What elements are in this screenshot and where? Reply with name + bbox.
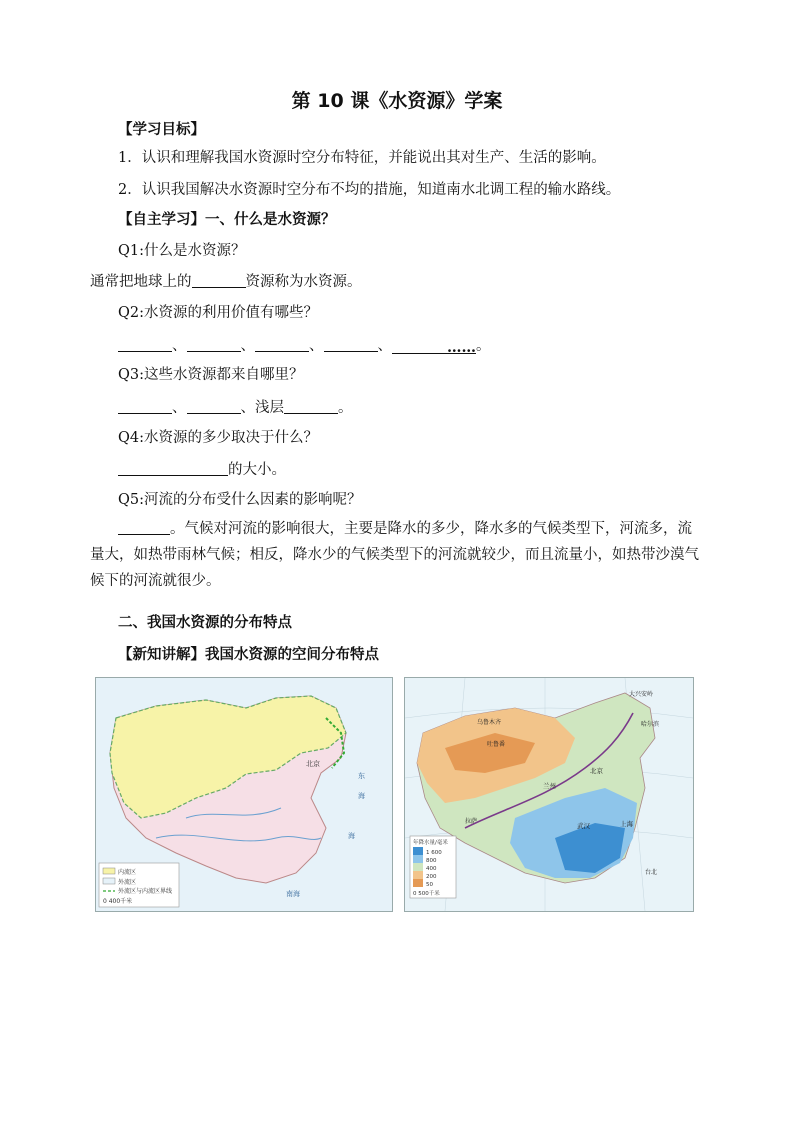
city-label: 拉萨 [465, 818, 478, 825]
answer-blank[interactable] [118, 461, 228, 476]
answer-1-suffix: 资源称为水资源。 [245, 274, 362, 290]
separator: 、 [377, 338, 392, 354]
region-label: 大兴安岭 [629, 691, 654, 698]
answer-blank[interactable] [118, 520, 170, 535]
legend-swatch [413, 847, 423, 855]
answer-blank[interactable] [187, 337, 241, 352]
map-scale: 0 400千米 [103, 898, 133, 905]
answer-blank[interactable] [192, 273, 246, 288]
answer-3 [118, 396, 738, 417]
answer-2-end: 。 [476, 338, 491, 354]
sea-label: 南海 [286, 890, 300, 898]
page-title: 第 10 课《水资源》学案 [291, 90, 503, 112]
city-label: 哈尔滨 [641, 721, 660, 728]
city-label: 武汉 [577, 822, 590, 830]
sea-label: 海 [358, 792, 365, 800]
answer-5 [90, 516, 702, 594]
answer-blank[interactable] [284, 399, 338, 414]
answer-1-prefix: 通常把地球上的 [90, 274, 192, 290]
precipitation-map [404, 677, 694, 912]
separator: 、 [309, 338, 324, 354]
question-5: Q5:河流的分布受什么因素的影响呢？ [118, 492, 362, 508]
city-label: 北京 [306, 760, 320, 768]
legend-value: 400 [426, 866, 437, 872]
self-study-heading: 【自主学习】一、什么是水资源？ [118, 212, 336, 228]
legend-value: 800 [426, 858, 437, 864]
answer-1 [90, 270, 710, 291]
sea-label: 海 [348, 832, 355, 840]
goal-2: 2．认识我国解决水资源时空分布不均的措施，知道南水北调工程的输水路线。 [118, 182, 621, 198]
city-label: 乌鲁木齐 [477, 719, 502, 726]
answer-4 [118, 458, 738, 479]
legend-value: 1 600 [426, 850, 442, 856]
city-label: 吐鲁番 [487, 741, 506, 748]
legend-value: 50 [426, 882, 433, 888]
answer-blank[interactable] [255, 337, 309, 352]
new-knowledge-heading: 【新知讲解】我国水资源的空间分布特点 [118, 647, 379, 663]
legend-value: 200 [426, 874, 437, 880]
answer-5-first: 。气候对河流的影响很大，主要是降水的多少，降水多的气候类型下，河流 [170, 521, 649, 537]
city-label: 台北 [645, 869, 658, 876]
question-2: Q2:水资源的利用价值有哪些？ [118, 305, 318, 321]
legend-outflow-label: 外流区 [118, 879, 137, 886]
answer-blank[interactable] [118, 337, 172, 352]
answer-3-end: 。 [338, 400, 353, 416]
legend-swatch [413, 855, 423, 863]
city-label: 兰州 [543, 782, 556, 790]
drainage-map [95, 677, 393, 912]
answer-3-mid: 、浅层 [240, 400, 284, 416]
answer-2 [118, 334, 738, 355]
separator: 、 [172, 338, 187, 354]
legend-swatch-inland [103, 868, 115, 874]
legend-swatch [413, 863, 423, 871]
legend-boundary-label: 外流区与内流区界线 [118, 888, 173, 895]
section-2-heading: 二、我国水资源的分布特点 [118, 615, 292, 631]
question-3: Q3:这些水资源都来自哪里？ [118, 367, 304, 383]
answer-5-rest: 多，流量大，如热带雨林气候；相反，降水少的气候类型下的河流就较少，而且流量小，如热带沙漠气候下的河流就很少。 [90, 521, 699, 589]
legend-inland-label: 内流区 [118, 869, 137, 876]
legend-swatch [413, 871, 423, 879]
answer-blank[interactable] [118, 399, 172, 414]
legend-swatch-outflow [103, 878, 115, 884]
answer-4-suffix: 的大小。 [228, 462, 286, 478]
separator: 、 [172, 400, 187, 416]
sea-label: 东 [358, 772, 365, 780]
legend-title: 年降水量/毫米 [413, 840, 448, 846]
separator: 、 [240, 338, 255, 354]
city-label: 上海 [620, 820, 633, 828]
answer-blank[interactable] [324, 337, 378, 352]
question-4: Q4:水资源的多少取决于什么？ [118, 430, 318, 446]
map-scale: 0 500千米 [413, 891, 440, 897]
question-1: Q1:什么是水资源？ [118, 243, 246, 259]
city-label: 北京 [590, 767, 603, 775]
goals-heading: 【学习目标】 [118, 122, 205, 138]
goal-1: 1．认识和理解我国水资源时空分布特征，并能说出其对生产、生活的影响。 [118, 150, 606, 166]
legend-swatch [413, 879, 423, 887]
answer-blank[interactable] [187, 399, 241, 414]
answer-blank-dots[interactable]: …… [392, 339, 476, 354]
